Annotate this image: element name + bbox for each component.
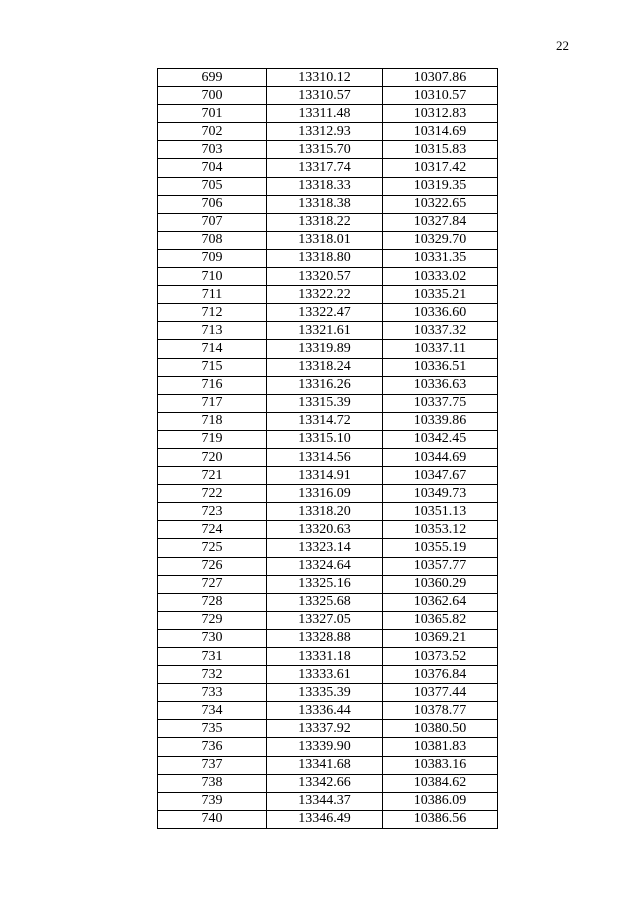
value-a-cell: 13341.68	[267, 756, 383, 774]
value-a-cell: 13335.39	[267, 684, 383, 702]
value-a-cell: 13344.37	[267, 792, 383, 810]
value-b-cell: 10373.52	[383, 648, 498, 666]
value-a-cell: 13320.63	[267, 521, 383, 539]
table-row	[158, 720, 498, 738]
value-b-cell: 10329.70	[383, 231, 498, 249]
value-b-cell: 10319.35	[383, 177, 498, 195]
row-index-cell: 732	[158, 666, 267, 684]
value-b-cell: 10355.19	[383, 539, 498, 557]
value-b-cell: 10310.57	[383, 87, 498, 105]
table-row	[158, 268, 498, 286]
value-b-cell: 10335.21	[383, 286, 498, 304]
row-index-cell: 734	[158, 702, 267, 720]
table-row	[158, 87, 498, 105]
row-index-cell: 740	[158, 810, 267, 828]
row-index-cell: 731	[158, 648, 267, 666]
table-row	[158, 666, 498, 684]
table-row	[158, 756, 498, 774]
row-index-cell: 738	[158, 774, 267, 792]
value-a-cell: 13337.92	[267, 720, 383, 738]
table-row	[158, 394, 498, 412]
table-row	[158, 231, 498, 249]
row-index-cell: 699	[158, 69, 267, 87]
table-row	[158, 412, 498, 430]
value-b-cell: 10331.35	[383, 249, 498, 267]
table-row	[158, 810, 498, 828]
row-index-cell: 700	[158, 87, 267, 105]
value-b-cell: 10376.84	[383, 666, 498, 684]
table-row	[158, 448, 498, 466]
table-row	[158, 792, 498, 810]
row-index-cell: 723	[158, 503, 267, 521]
table-row	[158, 738, 498, 756]
value-b-cell: 10333.02	[383, 268, 498, 286]
value-a-cell: 13318.24	[267, 358, 383, 376]
value-a-cell: 13314.56	[267, 448, 383, 466]
table-row	[158, 322, 498, 340]
row-index-cell: 709	[158, 249, 267, 267]
value-b-cell: 10336.60	[383, 304, 498, 322]
value-a-cell: 13336.44	[267, 702, 383, 720]
value-a-cell: 13324.64	[267, 557, 383, 575]
value-a-cell: 13315.39	[267, 394, 383, 412]
row-index-cell: 719	[158, 430, 267, 448]
table-row	[158, 629, 498, 647]
table-row	[158, 557, 498, 575]
value-b-cell: 10336.63	[383, 376, 498, 394]
value-b-cell: 10357.77	[383, 557, 498, 575]
value-b-cell: 10360.29	[383, 575, 498, 593]
value-b-cell: 10383.16	[383, 756, 498, 774]
value-a-cell: 13318.01	[267, 231, 383, 249]
row-index-cell: 706	[158, 195, 267, 213]
table-row	[158, 69, 498, 87]
row-index-cell: 713	[158, 322, 267, 340]
table-row	[158, 141, 498, 159]
value-b-cell: 10381.83	[383, 738, 498, 756]
row-index-cell: 705	[158, 177, 267, 195]
table-row	[158, 467, 498, 485]
row-index-cell: 714	[158, 340, 267, 358]
row-index-cell: 727	[158, 575, 267, 593]
value-b-cell: 10386.56	[383, 810, 498, 828]
row-index-cell: 712	[158, 304, 267, 322]
value-a-cell: 13327.05	[267, 611, 383, 629]
row-index-cell: 717	[158, 394, 267, 412]
page-number: 22	[556, 38, 569, 53]
table-row	[158, 503, 498, 521]
table-row	[158, 123, 498, 141]
table-row	[158, 430, 498, 448]
value-a-cell: 13331.18	[267, 648, 383, 666]
row-index-cell: 739	[158, 792, 267, 810]
value-b-cell: 10339.86	[383, 412, 498, 430]
table-row	[158, 195, 498, 213]
table-row	[158, 213, 498, 231]
data-table	[157, 68, 498, 829]
table-row	[158, 340, 498, 358]
value-a-cell: 13314.91	[267, 467, 383, 485]
value-a-cell: 13310.12	[267, 69, 383, 87]
table-row	[158, 648, 498, 666]
value-b-cell: 10315.83	[383, 141, 498, 159]
value-a-cell: 13325.68	[267, 593, 383, 611]
table-row	[158, 611, 498, 629]
value-b-cell: 10342.45	[383, 430, 498, 448]
row-index-cell: 718	[158, 412, 267, 430]
row-index-cell: 710	[158, 268, 267, 286]
row-index-cell: 703	[158, 141, 267, 159]
value-a-cell: 13318.20	[267, 503, 383, 521]
row-index-cell: 701	[158, 105, 267, 123]
row-index-cell: 716	[158, 376, 267, 394]
row-index-cell: 708	[158, 231, 267, 249]
row-index-cell: 730	[158, 629, 267, 647]
row-index-cell: 724	[158, 521, 267, 539]
value-a-cell: 13315.70	[267, 141, 383, 159]
value-a-cell: 13346.49	[267, 810, 383, 828]
table-row	[158, 539, 498, 557]
value-a-cell: 13316.09	[267, 485, 383, 503]
value-b-cell: 10353.12	[383, 521, 498, 539]
value-a-cell: 13322.47	[267, 304, 383, 322]
value-b-cell: 10384.62	[383, 774, 498, 792]
value-b-cell: 10337.11	[383, 340, 498, 358]
table-row	[158, 105, 498, 123]
table-row	[158, 177, 498, 195]
value-b-cell: 10349.73	[383, 485, 498, 503]
table-row	[158, 358, 498, 376]
row-index-cell: 707	[158, 213, 267, 231]
value-b-cell: 10337.32	[383, 322, 498, 340]
row-index-cell: 720	[158, 448, 267, 466]
table-row	[158, 159, 498, 177]
value-b-cell: 10365.82	[383, 611, 498, 629]
value-b-cell: 10380.50	[383, 720, 498, 738]
row-index-cell: 737	[158, 756, 267, 774]
row-index-cell: 721	[158, 467, 267, 485]
value-a-cell: 13320.57	[267, 268, 383, 286]
value-b-cell: 10317.42	[383, 159, 498, 177]
value-a-cell: 13318.22	[267, 213, 383, 231]
value-b-cell: 10336.51	[383, 358, 498, 376]
row-index-cell: 725	[158, 539, 267, 557]
value-a-cell: 13333.61	[267, 666, 383, 684]
value-a-cell: 13314.72	[267, 412, 383, 430]
value-b-cell: 10307.86	[383, 69, 498, 87]
value-a-cell: 13311.48	[267, 105, 383, 123]
value-a-cell: 13322.22	[267, 286, 383, 304]
table-row	[158, 774, 498, 792]
row-index-cell: 726	[158, 557, 267, 575]
value-b-cell: 10337.75	[383, 394, 498, 412]
table-row	[158, 249, 498, 267]
value-a-cell: 13310.57	[267, 87, 383, 105]
value-b-cell: 10322.65	[383, 195, 498, 213]
row-index-cell: 722	[158, 485, 267, 503]
value-b-cell: 10378.77	[383, 702, 498, 720]
value-b-cell: 10327.84	[383, 213, 498, 231]
row-index-cell: 715	[158, 358, 267, 376]
table-body	[158, 69, 498, 829]
row-index-cell: 711	[158, 286, 267, 304]
row-index-cell: 736	[158, 738, 267, 756]
value-a-cell: 13318.38	[267, 195, 383, 213]
value-b-cell: 10314.69	[383, 123, 498, 141]
row-index-cell: 735	[158, 720, 267, 738]
row-index-cell: 729	[158, 611, 267, 629]
value-b-cell: 10369.21	[383, 629, 498, 647]
value-a-cell: 13323.14	[267, 539, 383, 557]
value-b-cell: 10312.83	[383, 105, 498, 123]
value-a-cell: 13342.66	[267, 774, 383, 792]
table-row	[158, 521, 498, 539]
table-row	[158, 575, 498, 593]
value-b-cell: 10377.44	[383, 684, 498, 702]
table-row	[158, 702, 498, 720]
row-index-cell: 728	[158, 593, 267, 611]
value-a-cell: 13316.26	[267, 376, 383, 394]
row-index-cell: 702	[158, 123, 267, 141]
value-a-cell: 13325.16	[267, 575, 383, 593]
value-a-cell: 13319.89	[267, 340, 383, 358]
value-b-cell: 10386.09	[383, 792, 498, 810]
value-b-cell: 10362.64	[383, 593, 498, 611]
value-a-cell: 13318.80	[267, 249, 383, 267]
table-row	[158, 485, 498, 503]
value-b-cell: 10344.69	[383, 448, 498, 466]
value-a-cell: 13317.74	[267, 159, 383, 177]
row-index-cell: 733	[158, 684, 267, 702]
value-b-cell: 10351.13	[383, 503, 498, 521]
table-row	[158, 376, 498, 394]
table-row	[158, 286, 498, 304]
table-row	[158, 304, 498, 322]
table-row	[158, 593, 498, 611]
value-a-cell: 13321.61	[267, 322, 383, 340]
value-a-cell: 13339.90	[267, 738, 383, 756]
value-b-cell: 10347.67	[383, 467, 498, 485]
value-a-cell: 13318.33	[267, 177, 383, 195]
value-a-cell: 13328.88	[267, 629, 383, 647]
value-a-cell: 13312.93	[267, 123, 383, 141]
value-a-cell: 13315.10	[267, 430, 383, 448]
row-index-cell: 704	[158, 159, 267, 177]
table-row	[158, 684, 498, 702]
